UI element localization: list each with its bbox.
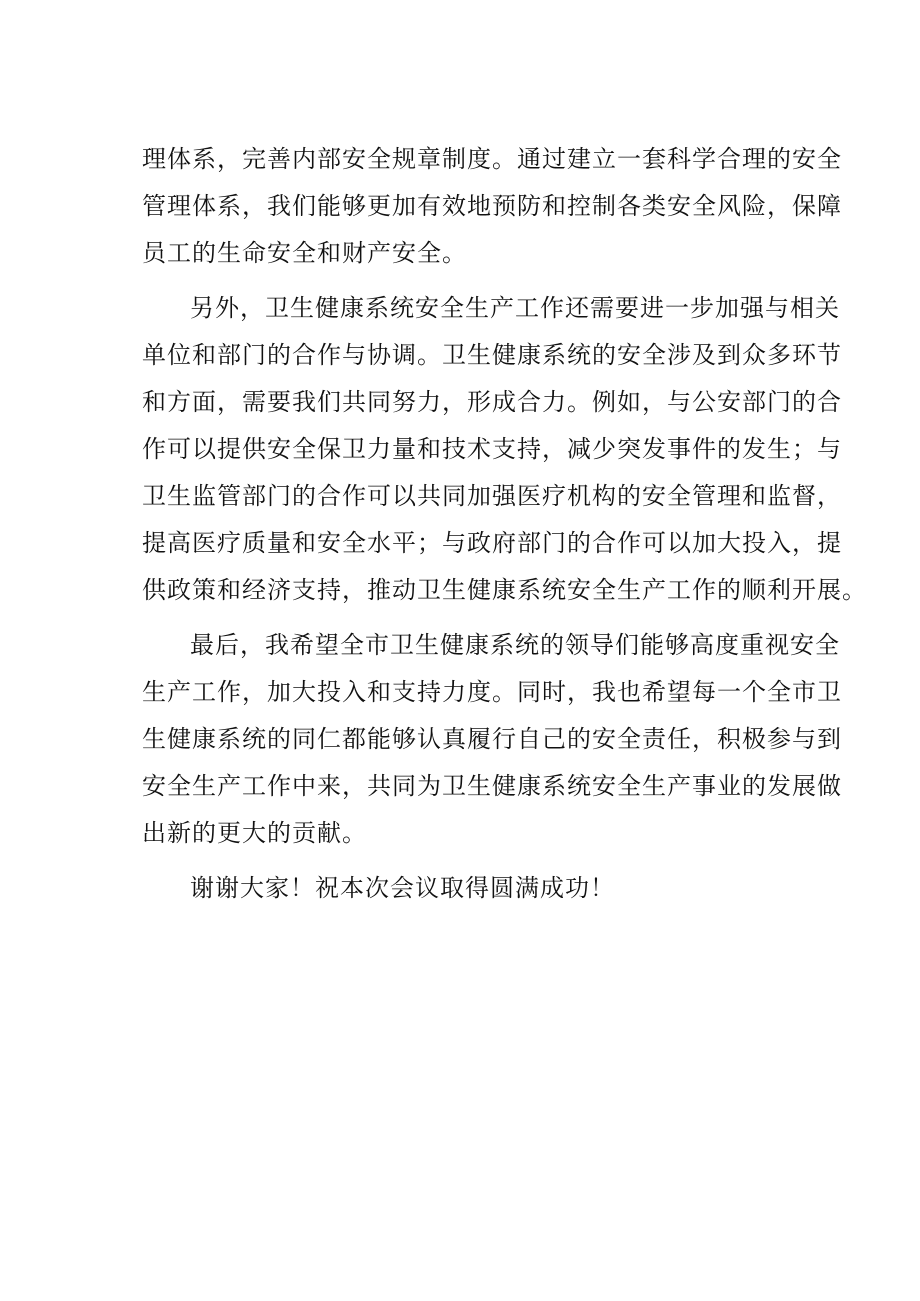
text-line: 出新的更大的贡献。	[142, 819, 367, 847]
text-line: 卫生监管部门的合作可以共同加强医疗机构的安全管理和监督，	[142, 482, 842, 510]
text-line: 管理体系，我们能够更加有效地预防和控制各类安全风险，保障	[142, 192, 842, 220]
text-line: 和方面，需要我们共同努力，形成合力。例如，与公安部门的合	[142, 388, 842, 416]
paragraph-thanks	[142, 865, 792, 912]
text-line: 供政策和经济支持，推动卫生健康系统安全生产工作的顺利开展。	[142, 576, 867, 604]
paragraph-safety-system	[142, 136, 842, 277]
text-line: 作可以提供安全保卫力量和技术支持，减少突发事件的发生；与	[142, 435, 842, 463]
text-line: 最后，我希望全市卫生健康系统的领导们能够高度重视安全	[190, 631, 840, 659]
text-line: 另外，卫生健康系统安全生产工作还需要进一步加强与相关	[190, 294, 840, 322]
paragraph-closing-hope	[142, 622, 842, 857]
text-line: 提高医疗质量和安全水平；与政府部门的合作可以加大投入，提	[142, 529, 842, 557]
text-line: 单位和部门的合作与协调。卫生健康系统的安全涉及到众多环节	[142, 341, 842, 369]
text-line: 理体系，完善内部安全规章制度。通过建立一套科学合理的安全	[142, 145, 842, 173]
document-body	[142, 136, 867, 912]
text-line: 生健康系统的同仁都能够认真履行自己的安全责任，积极参与到	[142, 725, 842, 753]
paragraph-cooperation	[142, 285, 867, 614]
text-line: 安全生产工作中来，共同为卫生健康系统安全生产事业的发展做	[142, 772, 842, 800]
text-line: 员工的生命安全和财产安全。	[142, 239, 467, 267]
text-line: 谢谢大家！祝本次会议取得圆满成功！	[190, 874, 615, 902]
text-line: 生产工作，加大投入和支持力度。同时，我也希望每一个全市卫	[142, 678, 842, 706]
